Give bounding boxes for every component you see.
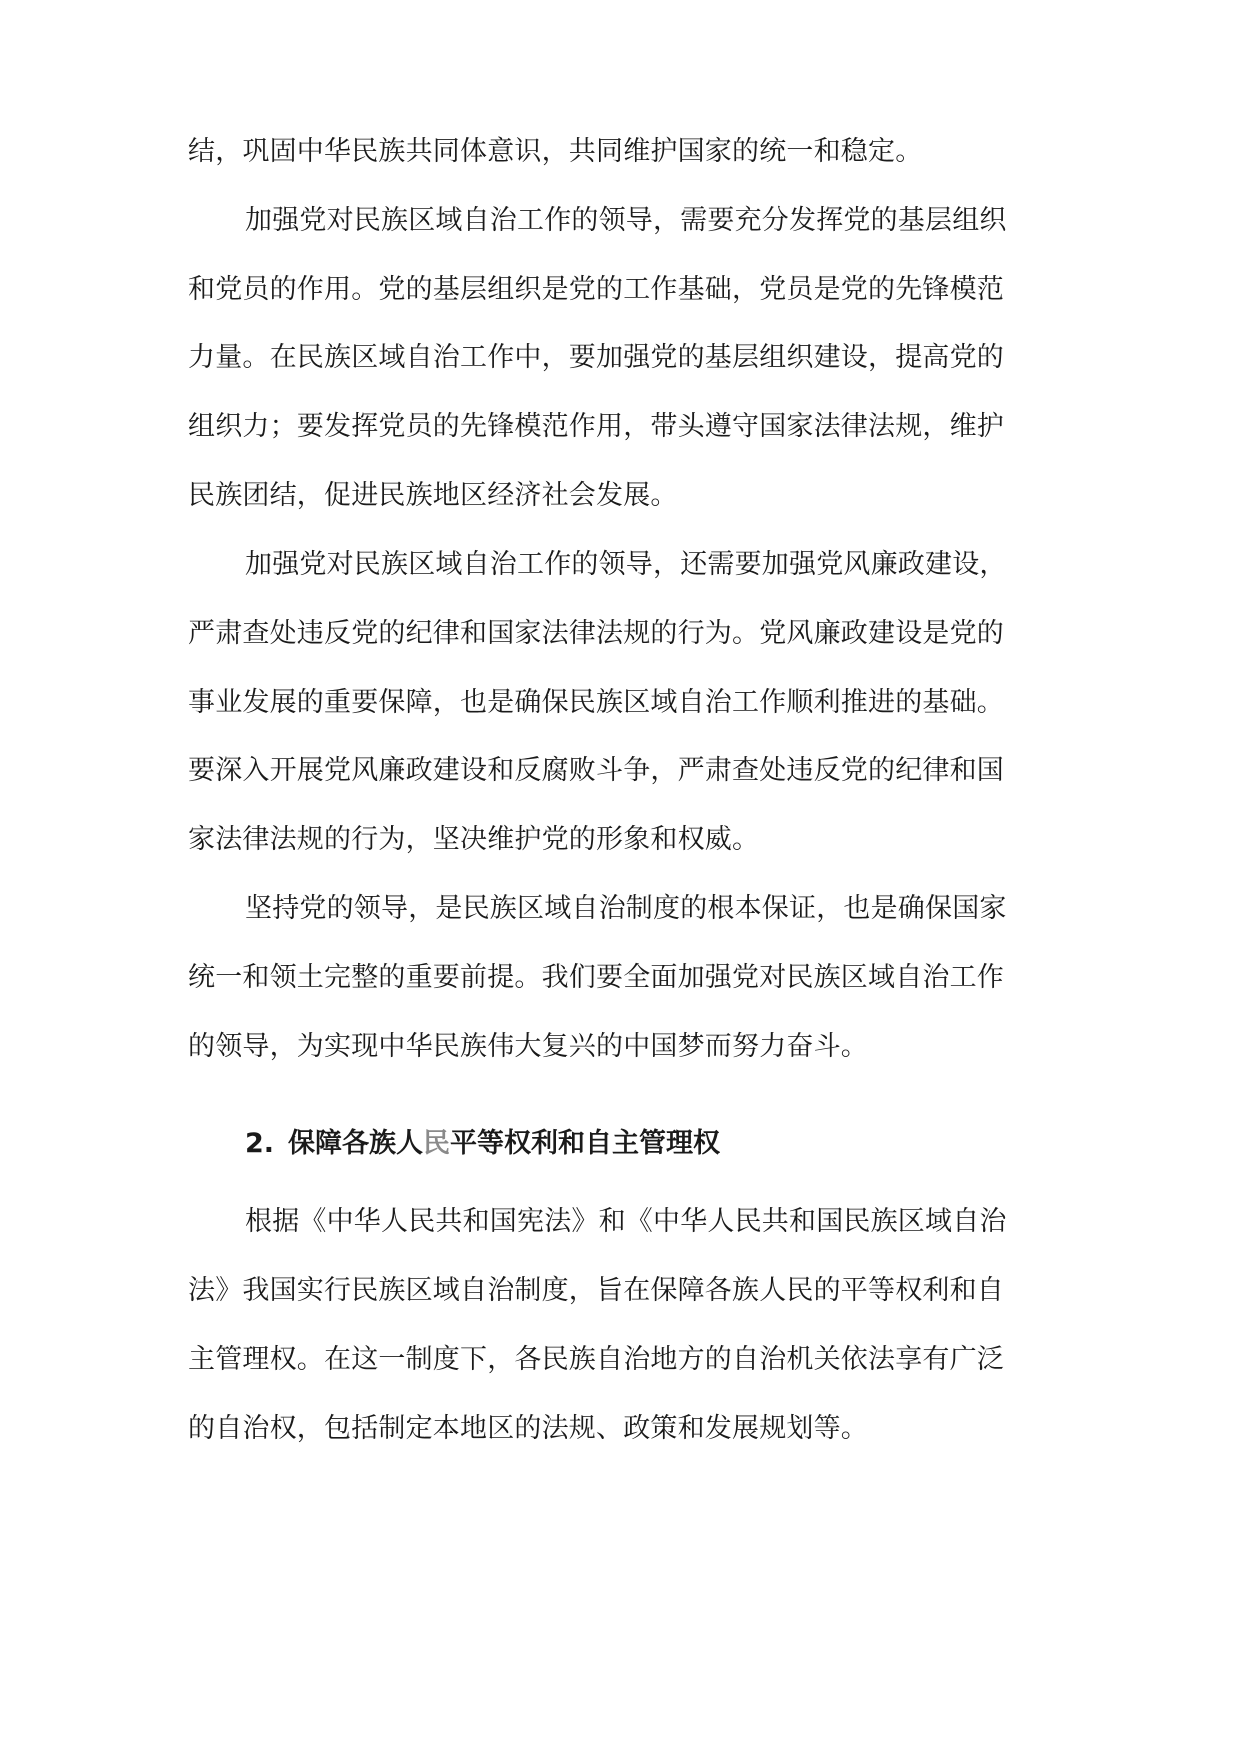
paragraph-line: 力量。在民族区域自治工作中，要加强党的基层组织建设，提高党的 bbox=[188, 342, 1004, 373]
paragraph-line: 的领导，为实现中华民族伟大复兴的中国梦而努力奋斗。 bbox=[188, 1031, 868, 1062]
paragraph-line: 根据《中华人民共和国宪法》和《中华人民共和国民族区域自治 bbox=[245, 1206, 1007, 1237]
paragraph-line: 要深入开展党风廉政建设和反腐败斗争，严肃查处违反党的纪律和国 bbox=[188, 755, 1004, 786]
paragraph-line: 结，巩固中华民族共同体意识，共同维护国家的统一和稳定。 bbox=[188, 136, 923, 167]
paragraph-line: 和党员的作用。党的基层组织是党的工作基础，党员是党的先锋模范 bbox=[188, 274, 1004, 305]
paragraph-line: 加强党对民族区域自治工作的领导，还需要加强党风廉政建设， bbox=[245, 549, 1007, 580]
section-title-part: 平等权利和自主管理权 bbox=[450, 1128, 721, 1159]
section-title-faded-char: 民 bbox=[423, 1128, 451, 1159]
paragraph-line: 的自治权，包括制定本地区的法规、政策和发展规划等。 bbox=[188, 1413, 868, 1444]
paragraph-line: 主管理权。在这一制度下，各民族自治地方的自治机关依法享有广泛 bbox=[188, 1344, 1004, 1375]
paragraph-line: 统一和领土完整的重要前提。我们要全面加强党对民族区域自治工作 bbox=[188, 962, 1004, 993]
section-heading bbox=[245, 1126, 1065, 1162]
paragraph-line: 严肃查处违反党的纪律和国家法律法规的行为。党风廉政建设是党的 bbox=[188, 618, 1004, 649]
section-number: 2. bbox=[245, 1128, 275, 1159]
paragraph-line: 事业发展的重要保障，也是确保民族区域自治工作顺利推进的基础。 bbox=[188, 687, 1004, 718]
paragraph-line: 家法律法规的行为，坚决维护党的形象和权威。 bbox=[188, 824, 760, 855]
paragraph-line: 民族团结，促进民族地区经济社会发展。 bbox=[188, 480, 678, 511]
paragraph-line: 坚持党的领导，是民族区域自治制度的根本保证，也是确保国家 bbox=[245, 893, 1007, 924]
paragraph-line: 加强党对民族区域自治工作的领导，需要充分发挥党的基层组织 bbox=[245, 205, 1007, 236]
paragraph-line: 法》我国实行民族区域自治制度，旨在保障各族人民的平等权利和自 bbox=[188, 1275, 1004, 1306]
paragraph-line: 组织力；要发挥党员的先锋模范作用，带头遵守国家法律法规，维护 bbox=[188, 411, 1004, 442]
section-title-part: 保障各族人 bbox=[288, 1128, 424, 1159]
